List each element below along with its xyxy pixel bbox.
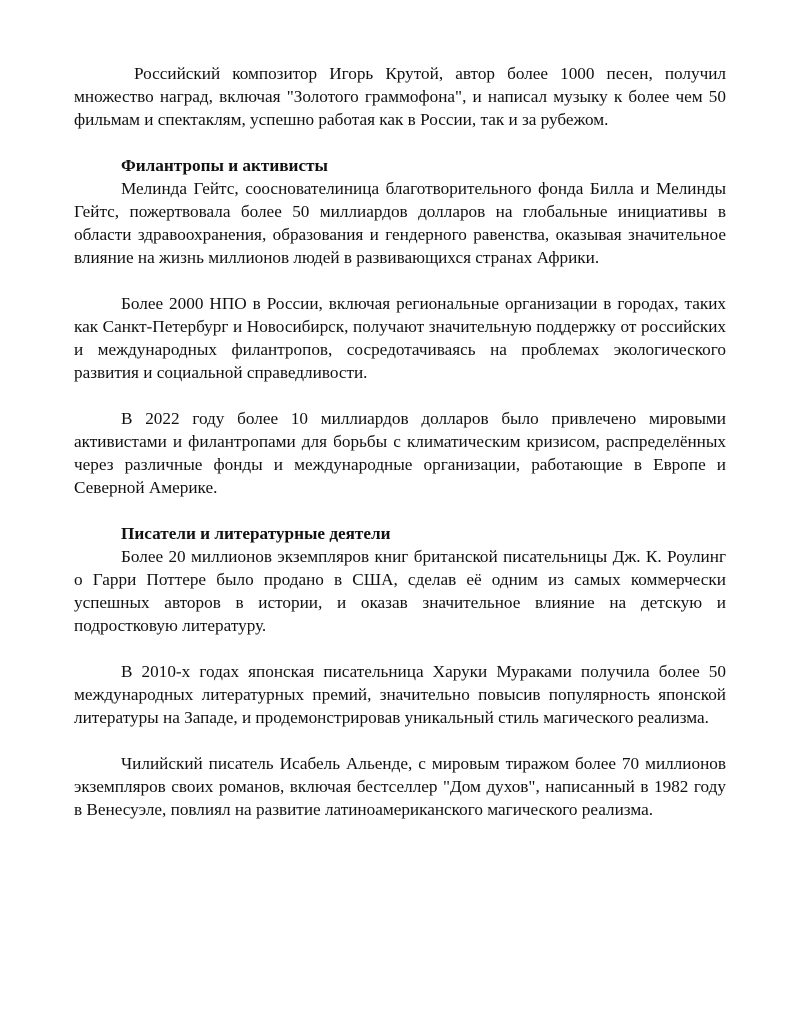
section-heading: Писатели и литературные деятели — [121, 524, 391, 543]
paragraph: Чилийский писатель Исабель Альенде, с мировым тиражом более 70 миллионов экземпляров своих романов, включая бестселлер "Дом духов", написанный в 1982 году в Венесуэле, повлиял на развитие латиноамериканского магического реализма. — [74, 754, 726, 819]
paragraph: Мелинда Гейтс, сооснователиница благотворительного фонда Билла и Мелинды Гейтс, пожертвовала более 50 миллиардов долларов на глобальные инициативы в области здравоохранения, образования и гендерного равенства, оказывая значительное влияние на жизнь миллионов людей в развивающихся странах Африки. — [74, 179, 726, 267]
section-philanthropists — [74, 154, 726, 499]
document-page — [74, 62, 726, 821]
section-heading: Филантропы и активисты — [121, 156, 328, 175]
intro-paragraph: Российский композитор Игорь Крутой, автор более 1000 песен, получил множество наград, включая "Золотого граммофона", и написал музыку к более чем 50 фильмам и спектаклям, успешно работая как в России, так и за рубежом. — [74, 64, 726, 129]
section-writers — [74, 522, 726, 821]
paragraph: В 2010-х годах японская писательница Харуки Мураками получила более 50 международных литературных премий, значительно повысив популярность японской литературы на Западе, и продемонстрировав уникальный стиль магического реализма. — [74, 662, 726, 727]
paragraph: В 2022 году более 10 миллиардов долларов было привлечено мировыми активистами и филантропами для борьбы с климатическим кризисом, распределённых через различные фонды и международные организации, работающие в Европе и Северной Америке. — [74, 409, 726, 497]
paragraph: Более 2000 НПО в России, включая региональные организации в городах, таких как Санкт-Петербург и Новосибирск, получают значительную поддержку от российских и международных филантропов, сосредотачиваясь на проблемах экологического развития и социальной справедливости. — [74, 294, 726, 382]
paragraph: Более 20 миллионов экземпляров книг британской писательницы Дж. К. Роулинг о Гарри Поттере было продано в США, сделав её одним из самых коммерчески успешных авторов в истории, и оказав значительное влияние на детскую и подростковую литературу. — [74, 547, 726, 635]
